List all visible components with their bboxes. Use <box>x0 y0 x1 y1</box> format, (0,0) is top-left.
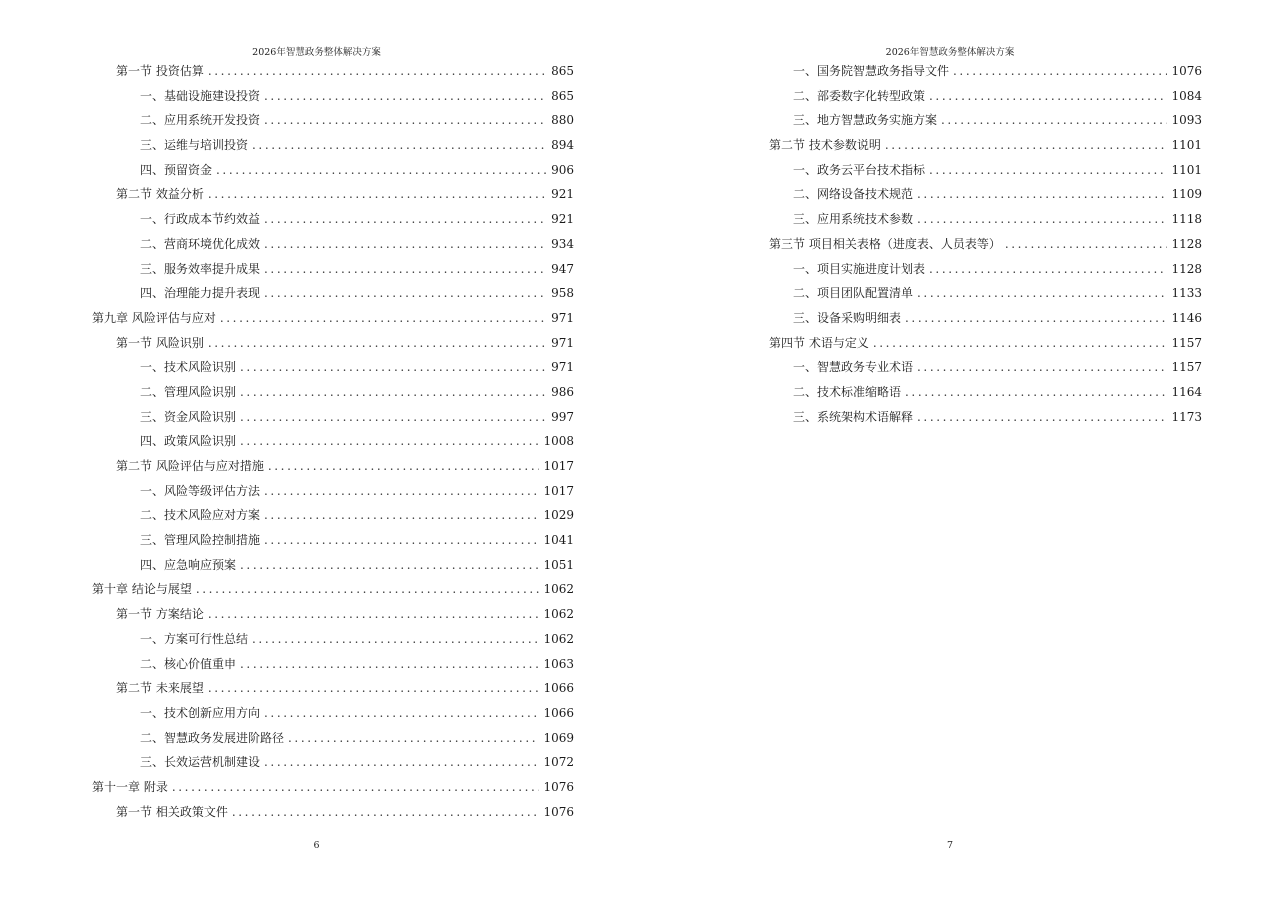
toc-entry[interactable] <box>92 334 574 359</box>
running-header: 2026年智慧政务整体解决方案 <box>252 47 381 58</box>
dot-leader <box>264 508 539 522</box>
toc-entry-page: 1062 <box>543 607 574 622</box>
toc-entry-title: 一、智慧政务专业术语 <box>793 360 914 375</box>
toc-entry[interactable] <box>745 408 1202 433</box>
toc-entry-page: 1017 <box>543 483 574 498</box>
toc-entry[interactable] <box>92 383 574 408</box>
toc-entry-page: 865 <box>551 64 574 78</box>
toc-entry-title: 第一节 投资估算 <box>116 64 204 78</box>
toc-entry-title: 三、服务效率提升成果 <box>140 261 261 276</box>
toc-entry-title: 第十章 结论与展望 <box>92 582 192 597</box>
dot-leader <box>196 582 540 596</box>
toc-entry-title: 第四节 术语与定义 <box>769 335 869 350</box>
dot-leader <box>208 336 547 350</box>
dot-leader <box>1005 237 1168 251</box>
dot-leader <box>240 410 547 424</box>
toc-entry[interactable] <box>745 284 1202 309</box>
toc-entry-title: 四、政策风险识别 <box>140 434 237 449</box>
dot-leader <box>873 336 1168 350</box>
dot-leader <box>917 286 1167 300</box>
toc-entry-title: 一、行政成本节约效益 <box>140 212 261 227</box>
toc-entry-page: 921 <box>551 212 574 227</box>
toc-entry-title: 三、长效运营机制建设 <box>140 755 261 770</box>
toc-entry-page: 1029 <box>543 508 574 523</box>
toc-entry-page: 1101 <box>1171 138 1202 153</box>
toc-entry-page: 1066 <box>543 681 574 696</box>
toc-entry[interactable] <box>92 556 574 581</box>
toc-entry-page: 1066 <box>543 705 574 720</box>
toc-entry-title: 第一节 风险识别 <box>116 335 204 350</box>
toc-entry-title: 四、预留资金 <box>140 162 213 177</box>
toc-entry[interactable] <box>92 260 574 285</box>
toc-entry-page: 1076 <box>543 779 574 794</box>
toc-entry-title: 二、部委数字化转型政策 <box>793 88 926 103</box>
toc-entry[interactable] <box>92 630 574 655</box>
toc-entry-title: 一、方案可行性总结 <box>140 631 249 646</box>
toc-entry[interactable] <box>92 753 574 778</box>
toc-entry-title: 第一节 相关政策文件 <box>116 804 228 819</box>
toc-entry-title: 第二节 风险评估与应对措施 <box>116 459 264 473</box>
toc-entry[interactable] <box>745 185 1202 210</box>
toc-entry-title: 一、技术风险识别 <box>140 360 237 375</box>
dot-leader <box>208 681 540 695</box>
toc-entry-page: 1063 <box>543 656 574 671</box>
toc-entry-title: 二、营商环境优化成效 <box>140 236 261 251</box>
page-right <box>633 0 1267 900</box>
toc-entry-page: 1146 <box>1171 310 1202 325</box>
toc-entry[interactable] <box>92 210 574 235</box>
toc-entry-page: 906 <box>551 162 574 177</box>
toc-entry-title: 二、技术标准缩略语 <box>793 384 902 399</box>
toc-entry-page: 1072 <box>543 755 574 770</box>
toc-entry[interactable] <box>92 358 574 383</box>
dot-leader <box>268 459 540 473</box>
toc-entry-title: 四、应急响应预案 <box>140 557 237 572</box>
dot-leader <box>264 755 539 769</box>
toc-entry[interactable] <box>92 161 574 186</box>
toc-entry-page: 947 <box>551 261 574 276</box>
toc-entry-title: 三、运维与培训投资 <box>140 138 249 153</box>
page-number: 6 <box>313 840 320 851</box>
dot-leader <box>240 360 547 374</box>
toc-entry-title: 第十一章 附录 <box>92 779 168 794</box>
dot-leader <box>240 558 539 572</box>
dot-leader <box>264 286 547 300</box>
dot-leader <box>288 731 539 745</box>
dot-leader <box>208 64 547 78</box>
toc-entry-page: 1008 <box>543 434 574 449</box>
toc-entry[interactable] <box>92 803 574 828</box>
toc-entry[interactable] <box>92 309 574 334</box>
dot-leader <box>264 484 539 498</box>
toc-entry-page: 1076 <box>1171 64 1202 78</box>
toc-entry-title: 第二节 未来展望 <box>116 681 204 696</box>
toc-entry-page: 997 <box>551 409 574 424</box>
toc-entry-page: 1076 <box>543 804 574 819</box>
toc-entry[interactable] <box>92 482 574 507</box>
toc-entry[interactable] <box>745 309 1202 334</box>
dot-leader <box>929 89 1167 103</box>
toc-entry[interactable] <box>92 235 574 260</box>
toc-entry-page: 1109 <box>1171 187 1202 202</box>
dot-leader <box>264 212 547 226</box>
dot-leader <box>917 360 1167 374</box>
dot-leader <box>232 805 540 819</box>
toc-entry-page: 1128 <box>1171 261 1202 276</box>
toc-entry-title: 三、系统架构术语解释 <box>793 409 914 424</box>
dot-leader <box>208 187 547 201</box>
dot-leader <box>264 706 539 720</box>
toc-entry-title: 二、技术风险应对方案 <box>140 508 261 523</box>
toc-entry[interactable] <box>745 136 1202 161</box>
toc-entry[interactable] <box>92 185 574 210</box>
running-header: 2026年智慧政务整体解决方案 <box>885 47 1015 58</box>
toc-entry-page: 958 <box>551 286 574 301</box>
toc-entry[interactable] <box>92 62 574 87</box>
dot-leader <box>264 237 547 251</box>
toc-entry-page: 1084 <box>1171 88 1202 103</box>
dot-leader <box>917 187 1167 201</box>
toc-entry-title: 三、应用系统技术参数 <box>793 212 914 227</box>
toc-entry[interactable] <box>745 87 1202 112</box>
toc-entry-page: 1062 <box>543 582 574 597</box>
toc-entry-title: 二、应用系统开发投资 <box>140 113 261 128</box>
dot-leader <box>264 89 547 103</box>
toc-entry-title: 三、地方智慧政务实施方案 <box>793 113 938 128</box>
dot-leader <box>264 262 547 276</box>
dot-leader <box>252 138 547 152</box>
toc-entry-page: 865 <box>551 88 574 103</box>
toc-entry[interactable] <box>92 87 574 112</box>
toc-entry-page: 1101 <box>1171 162 1202 177</box>
dot-leader <box>929 262 1167 276</box>
page-left <box>0 0 633 900</box>
toc-entry-page: 1128 <box>1171 236 1202 251</box>
toc-entry-title: 一、基础设施建设投资 <box>140 88 261 103</box>
toc-entry-title: 三、管理风险控制措施 <box>140 533 261 548</box>
toc-entry-page: 1157 <box>1171 360 1202 375</box>
toc-entry[interactable] <box>92 778 574 803</box>
toc-entry-title: 三、设备采购明细表 <box>793 310 902 325</box>
toc-entry-title: 第三节 项目相关表格（进度表、人员表等） <box>769 236 1001 251</box>
toc-entry-title: 第九章 风险评估与应对 <box>92 310 216 325</box>
toc-entry[interactable] <box>92 605 574 630</box>
toc-entry-title: 四、治理能力提升表现 <box>140 286 261 301</box>
dot-leader <box>208 607 540 621</box>
toc-entry-page: 921 <box>551 187 574 202</box>
dot-leader <box>929 163 1167 177</box>
toc-entry-page: 971 <box>551 310 574 325</box>
toc-entry-title: 第二节 效益分析 <box>116 187 204 202</box>
toc-entry[interactable] <box>745 235 1202 260</box>
toc-entry-page: 894 <box>551 138 574 153</box>
dot-leader <box>264 113 547 127</box>
dot-leader <box>264 533 539 547</box>
toc-entry-page: 1164 <box>1171 384 1202 399</box>
toc-entry[interactable] <box>92 729 574 754</box>
dot-leader <box>885 138 1168 152</box>
toc-entry[interactable] <box>745 210 1202 235</box>
dot-leader <box>240 657 539 671</box>
toc-entry-title: 一、风险等级评估方法 <box>140 483 261 498</box>
toc-entry[interactable] <box>745 111 1202 136</box>
toc-entry-title: 二、项目团队配置清单 <box>793 286 914 301</box>
toc-list <box>745 62 1202 432</box>
toc-entry-title: 一、项目实施进度计划表 <box>793 261 926 276</box>
toc-entry-title: 三、资金风险识别 <box>140 409 237 424</box>
toc-entry-title: 第一节 方案结论 <box>116 607 204 622</box>
dot-leader <box>953 64 1167 78</box>
dot-leader <box>216 163 547 177</box>
toc-entry-title: 二、网络设备技术规范 <box>793 187 914 202</box>
toc-entry-title: 一、技术创新应用方向 <box>140 705 261 720</box>
dot-leader <box>941 113 1167 127</box>
toc-entry[interactable] <box>745 334 1202 359</box>
toc-entry-page: 1133 <box>1171 286 1202 301</box>
toc-entry[interactable] <box>745 161 1202 186</box>
dot-leader <box>172 780 540 794</box>
toc-entry[interactable] <box>92 136 574 161</box>
toc-entry-page: 971 <box>551 360 574 375</box>
toc-entry-page: 1118 <box>1171 212 1202 227</box>
dot-leader <box>240 434 539 448</box>
toc-entry[interactable] <box>92 704 574 729</box>
toc-entry[interactable] <box>92 457 574 482</box>
dot-leader <box>240 385 547 399</box>
toc-entry-page: 1051 <box>543 557 574 572</box>
dot-leader <box>905 385 1167 399</box>
page-number: 7 <box>946 840 954 851</box>
toc-entry[interactable] <box>92 432 574 457</box>
toc-entry-page: 880 <box>551 113 574 128</box>
toc-entry-page: 1173 <box>1171 409 1202 424</box>
toc-entry-page: 1017 <box>543 459 574 473</box>
toc-entry[interactable] <box>745 260 1202 285</box>
toc-entry[interactable] <box>745 62 1202 87</box>
toc-entry-page: 1062 <box>543 631 574 646</box>
toc-entry[interactable] <box>92 408 574 433</box>
toc-entry[interactable] <box>92 531 574 556</box>
toc-entry-page: 971 <box>551 335 574 350</box>
toc-entry-title: 二、智慧政务发展进阶路径 <box>140 730 285 745</box>
toc-list <box>92 62 574 827</box>
toc-entry[interactable] <box>92 111 574 136</box>
toc-entry-page: 986 <box>551 384 574 399</box>
dot-leader <box>905 311 1167 325</box>
toc-entry-page: 1069 <box>543 730 574 745</box>
toc-entry[interactable] <box>92 580 574 605</box>
toc-entry-title: 一、政务云平台技术指标 <box>793 162 926 177</box>
toc-entry[interactable] <box>92 284 574 309</box>
toc-entry-title: 一、国务院智慧政务指导文件 <box>793 64 950 78</box>
toc-entry-page: 1093 <box>1171 113 1202 128</box>
toc-entry[interactable] <box>92 506 574 531</box>
dot-leader <box>220 311 547 325</box>
toc-entry[interactable] <box>92 655 574 680</box>
dot-leader <box>252 632 539 646</box>
toc-entry-page: 1157 <box>1171 335 1202 350</box>
toc-entry[interactable] <box>745 383 1202 408</box>
toc-entry[interactable] <box>92 679 574 704</box>
toc-entry-page: 1041 <box>543 533 574 548</box>
toc-entry-title: 二、核心价值重申 <box>140 656 237 671</box>
toc-entry-title: 二、管理风险识别 <box>140 384 237 399</box>
dot-leader <box>917 212 1167 226</box>
toc-entry-title: 第二节 技术参数说明 <box>769 138 881 153</box>
toc-entry-page: 934 <box>551 236 574 251</box>
toc-entry[interactable] <box>745 358 1202 383</box>
dot-leader <box>917 410 1167 424</box>
